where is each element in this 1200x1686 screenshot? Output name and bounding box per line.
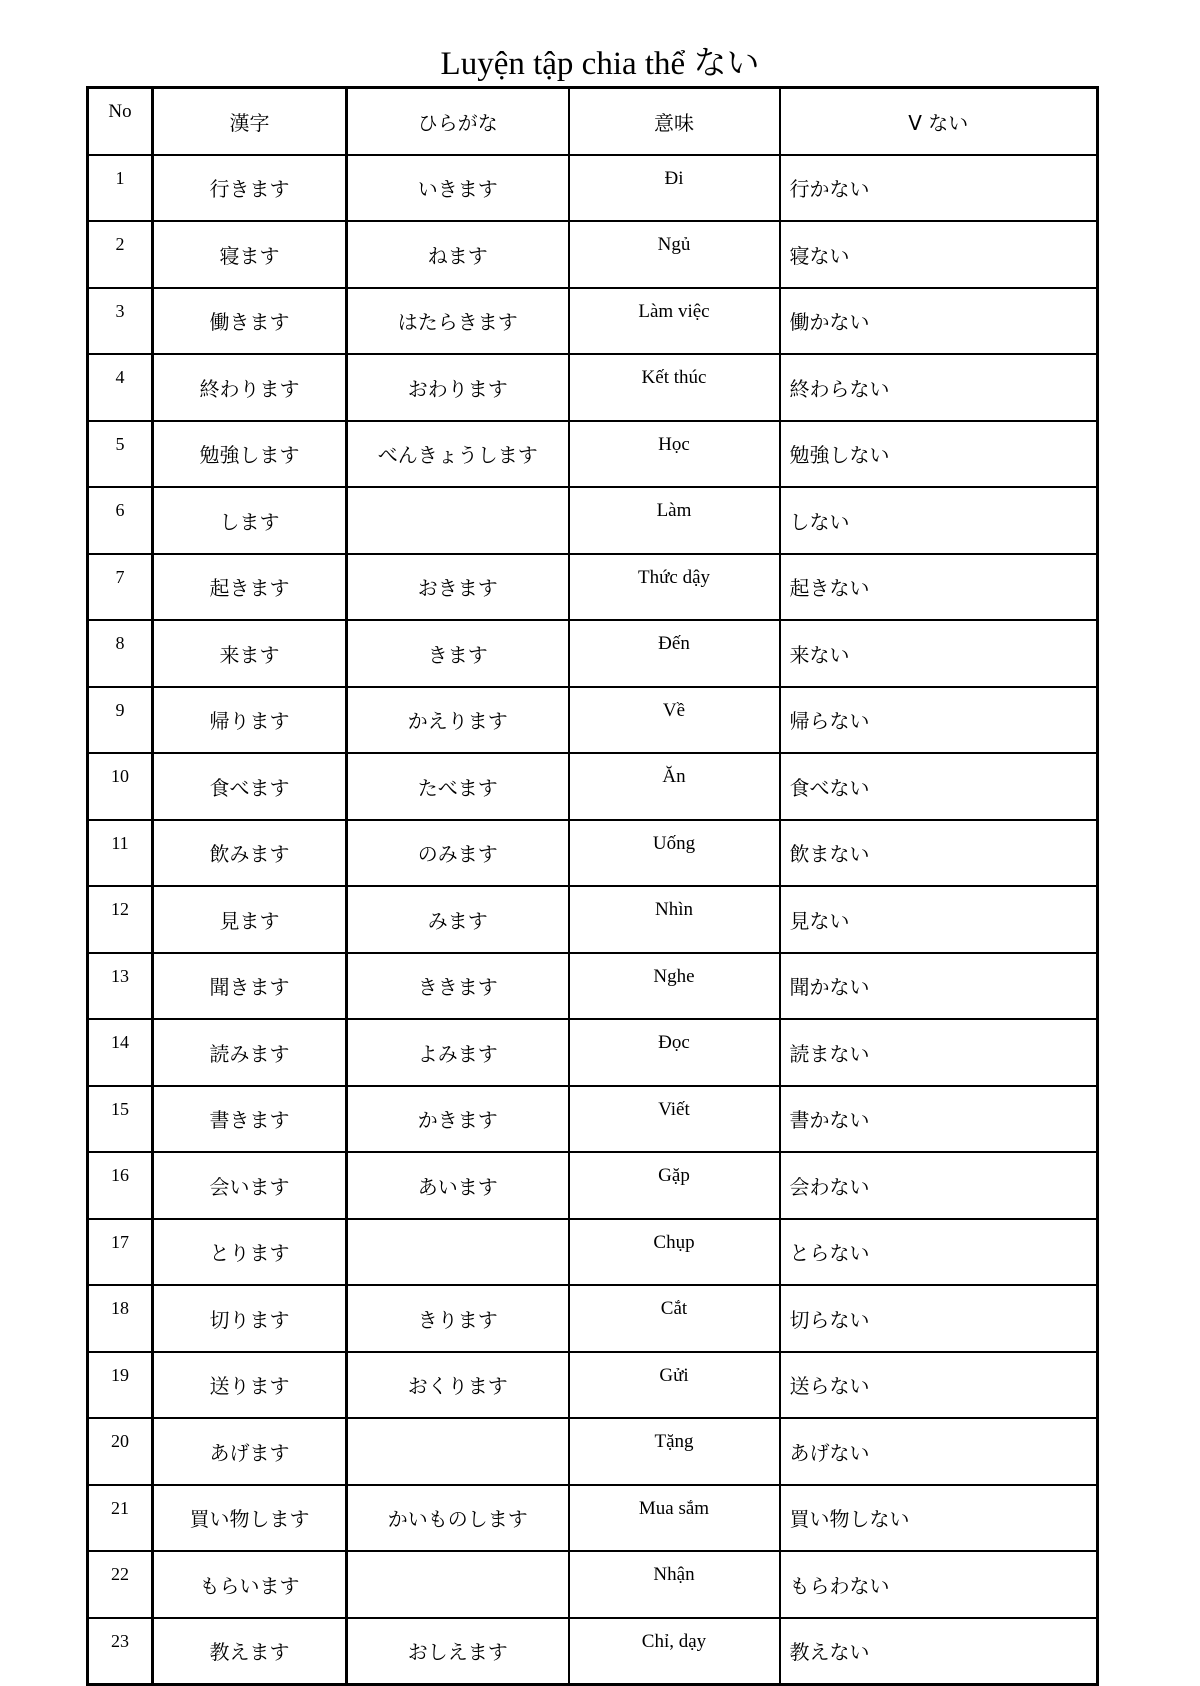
table-row <box>88 487 1098 554</box>
v-nai-cell: 働かない <box>780 288 1098 355</box>
row-number: 1 <box>88 155 153 222</box>
table-body <box>88 155 1098 1685</box>
kanji-cell: 終わります <box>153 354 347 421</box>
table-row <box>88 953 1098 1020</box>
row-number: 14 <box>88 1019 153 1086</box>
kanji-cell: とります <box>153 1219 347 1286</box>
hiragana-cell: べんきょうします <box>347 421 569 488</box>
table-row <box>88 687 1098 754</box>
row-number: 22 <box>88 1551 153 1618</box>
row-number: 6 <box>88 487 153 554</box>
meaning-cell: Kết thúc <box>569 354 780 421</box>
v-nai-cell: 飲まない <box>780 820 1098 887</box>
table-row <box>88 1618 1098 1685</box>
meaning-cell: Gặp <box>569 1152 780 1219</box>
v-nai-cell: 終わらない <box>780 354 1098 421</box>
hiragana-cell: かきます <box>347 1086 569 1153</box>
hiragana-cell <box>347 1551 569 1618</box>
row-number: 7 <box>88 554 153 621</box>
meaning-cell: Ngủ <box>569 221 780 288</box>
row-number: 2 <box>88 221 153 288</box>
hiragana-cell: おしえます <box>347 1618 569 1685</box>
row-number: 9 <box>88 687 153 754</box>
table-row <box>88 1551 1098 1618</box>
kanji-cell: あげます <box>153 1418 347 1485</box>
table-row <box>88 221 1098 288</box>
meaning-cell: Cắt <box>569 1285 780 1352</box>
hiragana-cell: よみます <box>347 1019 569 1086</box>
verb-table <box>86 86 1099 1686</box>
hiragana-cell: ききます <box>347 953 569 1020</box>
header-hiragana: ひらがな <box>347 88 569 155</box>
kanji-cell: 勉強します <box>153 421 347 488</box>
meaning-cell: Chụp <box>569 1219 780 1286</box>
hiragana-cell: みます <box>347 886 569 953</box>
row-number: 21 <box>88 1485 153 1552</box>
row-number: 13 <box>88 953 153 1020</box>
meaning-cell: Nghe <box>569 953 780 1020</box>
v-nai-cell: とらない <box>780 1219 1098 1286</box>
table-row <box>88 155 1098 222</box>
table-row <box>88 1418 1098 1485</box>
table-row <box>88 820 1098 887</box>
hiragana-cell: たべます <box>347 753 569 820</box>
v-nai-cell: 勉強しない <box>780 421 1098 488</box>
table-row <box>88 1219 1098 1286</box>
hiragana-cell: かえります <box>347 687 569 754</box>
v-nai-cell: しない <box>780 487 1098 554</box>
v-nai-cell: あげない <box>780 1418 1098 1485</box>
v-nai-cell: 行かない <box>780 155 1098 222</box>
hiragana-cell: ねます <box>347 221 569 288</box>
kanji-cell: 起きます <box>153 554 347 621</box>
kanji-cell: 書きます <box>153 1086 347 1153</box>
kanji-cell: 寝ます <box>153 221 347 288</box>
row-number: 18 <box>88 1285 153 1352</box>
row-number: 17 <box>88 1219 153 1286</box>
hiragana-cell: あいます <box>347 1152 569 1219</box>
meaning-cell: Làm việc <box>569 288 780 355</box>
hiragana-cell <box>347 1219 569 1286</box>
row-number: 3 <box>88 288 153 355</box>
row-number: 11 <box>88 820 153 887</box>
kanji-cell: します <box>153 487 347 554</box>
header-no: No <box>88 88 153 155</box>
v-nai-cell: 起きない <box>780 554 1098 621</box>
table-row <box>88 288 1098 355</box>
table-row <box>88 1285 1098 1352</box>
hiragana-cell: きます <box>347 620 569 687</box>
kanji-cell: もらいます <box>153 1551 347 1618</box>
row-number: 4 <box>88 354 153 421</box>
row-number: 12 <box>88 886 153 953</box>
kanji-cell: 帰ります <box>153 687 347 754</box>
kanji-cell: 来ます <box>153 620 347 687</box>
table-row <box>88 354 1098 421</box>
meaning-cell: Đi <box>569 155 780 222</box>
v-nai-cell: 見ない <box>780 886 1098 953</box>
v-nai-cell: 送らない <box>780 1352 1098 1419</box>
meaning-cell: Thức dậy <box>569 554 780 621</box>
hiragana-cell: おきます <box>347 554 569 621</box>
kanji-cell: 読みます <box>153 1019 347 1086</box>
hiragana-cell: いきます <box>347 155 569 222</box>
v-nai-cell: 食べない <box>780 753 1098 820</box>
v-nai-cell: 帰らない <box>780 687 1098 754</box>
kanji-cell: 食べます <box>153 753 347 820</box>
meaning-cell: Chỉ, dạy <box>569 1618 780 1685</box>
table-row <box>88 1152 1098 1219</box>
hiragana-cell <box>347 487 569 554</box>
v-nai-cell: 切らない <box>780 1285 1098 1352</box>
kanji-cell: 飲みます <box>153 820 347 887</box>
v-nai-cell: もらわない <box>780 1551 1098 1618</box>
table-row <box>88 753 1098 820</box>
row-number: 10 <box>88 753 153 820</box>
table-row <box>88 1086 1098 1153</box>
meaning-cell: Nhận <box>569 1551 780 1618</box>
meaning-cell: Làm <box>569 487 780 554</box>
table-row <box>88 1485 1098 1552</box>
table-row <box>88 421 1098 488</box>
meaning-cell: Gửi <box>569 1352 780 1419</box>
row-number: 5 <box>88 421 153 488</box>
kanji-cell: 教えます <box>153 1618 347 1685</box>
meaning-cell: Học <box>569 421 780 488</box>
meaning-cell: Tặng <box>569 1418 780 1485</box>
row-number: 20 <box>88 1418 153 1485</box>
kanji-cell: 切ります <box>153 1285 347 1352</box>
kanji-cell: 聞きます <box>153 953 347 1020</box>
v-nai-cell: 聞かない <box>780 953 1098 1020</box>
table-row <box>88 620 1098 687</box>
meaning-cell: Uống <box>569 820 780 887</box>
hiragana-cell <box>347 1418 569 1485</box>
row-number: 16 <box>88 1152 153 1219</box>
kanji-cell: 送ります <box>153 1352 347 1419</box>
hiragana-cell: きります <box>347 1285 569 1352</box>
header-v-nai: V ない <box>780 88 1098 155</box>
header-kanji: 漢字 <box>153 88 347 155</box>
hiragana-cell: はたらきます <box>347 288 569 355</box>
v-nai-cell: 読まない <box>780 1019 1098 1086</box>
table-row <box>88 886 1098 953</box>
meaning-cell: Về <box>569 687 780 754</box>
hiragana-cell: おくります <box>347 1352 569 1419</box>
row-number: 23 <box>88 1618 153 1685</box>
kanji-cell: 働きます <box>153 288 347 355</box>
meaning-cell: Viết <box>569 1086 780 1153</box>
meaning-cell: Đến <box>569 620 780 687</box>
table-header-row <box>88 88 1098 155</box>
table-row <box>88 1352 1098 1419</box>
v-nai-cell: 書かない <box>780 1086 1098 1153</box>
table-row <box>88 554 1098 621</box>
v-nai-cell: 会わない <box>780 1152 1098 1219</box>
v-nai-cell: 教えない <box>780 1618 1098 1685</box>
v-nai-cell: 来ない <box>780 620 1098 687</box>
page-title: Luyện tập chia thể ない <box>440 46 760 82</box>
kanji-cell: 見ます <box>153 886 347 953</box>
kanji-cell: 行きます <box>153 155 347 222</box>
row-number: 8 <box>88 620 153 687</box>
meaning-cell: Nhìn <box>569 886 780 953</box>
kanji-cell: 買い物します <box>153 1485 347 1552</box>
v-nai-cell: 寝ない <box>780 221 1098 288</box>
hiragana-cell: のみます <box>347 820 569 887</box>
meaning-cell: Mua sắm <box>569 1485 780 1552</box>
hiragana-cell: かいものします <box>347 1485 569 1552</box>
v-nai-cell: 買い物しない <box>780 1485 1098 1552</box>
meaning-cell: Ăn <box>569 753 780 820</box>
hiragana-cell: おわります <box>347 354 569 421</box>
kanji-cell: 会います <box>153 1152 347 1219</box>
row-number: 15 <box>88 1086 153 1153</box>
table-row <box>88 1019 1098 1086</box>
header-meaning: 意味 <box>569 88 780 155</box>
meaning-cell: Đọc <box>569 1019 780 1086</box>
row-number: 19 <box>88 1352 153 1419</box>
